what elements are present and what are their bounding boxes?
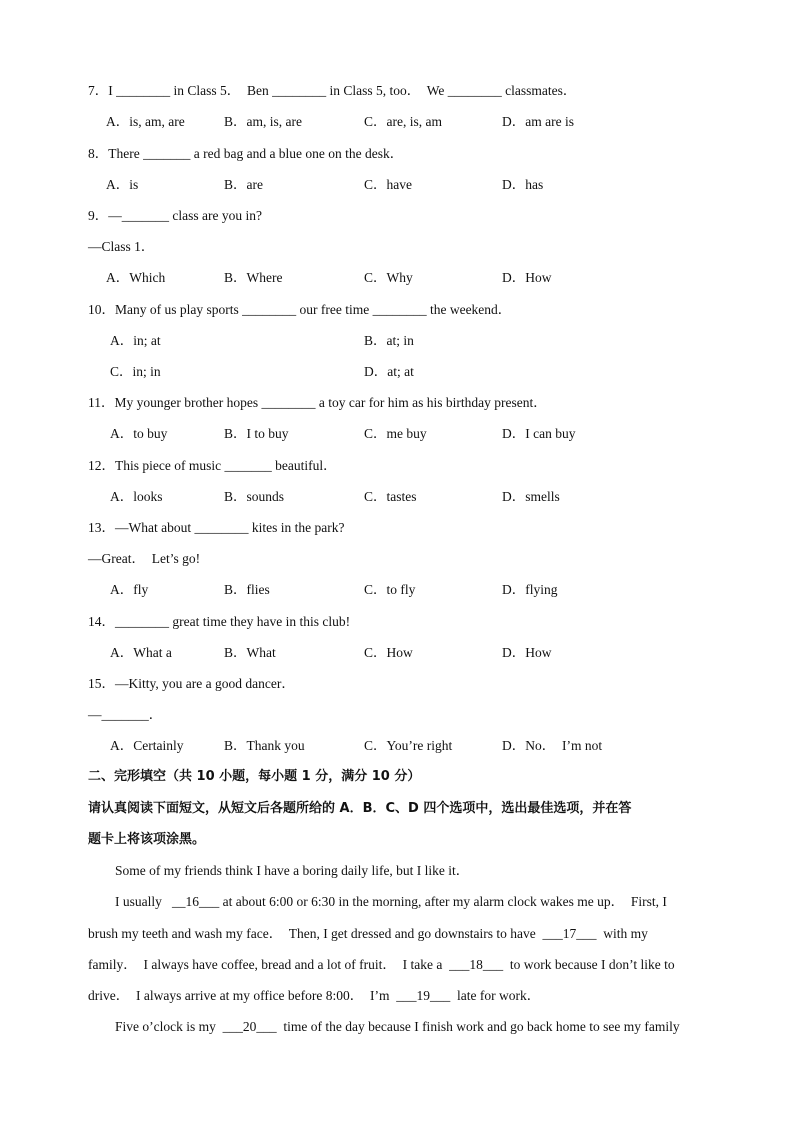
passage-text: to work because I don’t like to (503, 957, 675, 972)
question-14-stem: 14．________ great time they have in this club! (88, 614, 351, 629)
question-10-option-b: B．at; in (364, 333, 414, 348)
question-9-stem: 9．—_______ class are you in? (88, 208, 262, 223)
question-13-option-b: B．flies (224, 582, 270, 597)
blank-16: __16___ (165, 894, 220, 909)
question-12-option-d: D．smells (502, 489, 560, 504)
question-14-option-a: A．What a (110, 645, 172, 660)
question-13-stem: 13．—What about ________ kites in the park? (88, 520, 345, 535)
question-8-option-a: A．is (106, 177, 139, 192)
question-7-option-d: D．am are is (502, 114, 574, 129)
blank-19: ___19___ (396, 988, 451, 1003)
passage-text: brush my teeth and wash my face． Then, I get dressed and go downstairs to have (88, 926, 543, 941)
passage-line-1: Some of my friends think I have a boring daily life, but I like it． (115, 863, 470, 878)
passage-text: with my (596, 926, 648, 941)
passage-text: family． I always have coffee, bread and a lot of fruit． I take a (88, 957, 450, 972)
question-15-option-c: C．You’re right (364, 738, 453, 753)
question-9-option-c: C．Why (364, 270, 413, 285)
question-12-option-b: B．sounds (224, 489, 285, 504)
passage-text: I usually (115, 894, 166, 909)
question-8-option-c: C．have (364, 177, 412, 192)
passage-line-6 (115, 1018, 735, 1036)
question-11-stem: 11．My younger brother hopes ________ a toy car for him as his birthday present． (88, 395, 547, 410)
question-13-option-a: A．fly (110, 582, 149, 597)
question-7-stem: 7．I ________ in Class 5． Ben ________ in Class 5, too． We ________ classmates． (88, 83, 577, 98)
blank-17: ___17___ (542, 926, 597, 941)
passage-text: at about 6:00 or 6:30 in the morning, after my alarm clock wakes me up． First, I (219, 894, 667, 909)
blank-20: ___20___ (222, 1019, 277, 1034)
question-15-option-b: B．Thank you (224, 738, 305, 753)
question-11-option-a: A．to buy (110, 426, 168, 441)
question-15-option-d: D．No． I’m not (502, 738, 603, 753)
question-12-option-a: A．looks (110, 489, 163, 504)
question-11-option-b: B．I to buy (224, 426, 289, 441)
question-9-option-b: B．Where (224, 270, 283, 285)
section-2-heading: 二、完形填空（共 10 小题，每小题 1 分，满分 10 分） (88, 769, 421, 784)
question-15-option-a: A．Certainly (110, 738, 184, 753)
question-12-option-c: C．tastes (364, 489, 417, 504)
question-8-option-b: B．are (224, 177, 263, 192)
section-2-instruction-line-1: 请认真阅读下面短文，从短文后各题所给的 A．B．C、D 四个选项中，选出最佳选项，并在答 (88, 801, 632, 816)
question-10-option-a: A．in; at (110, 333, 161, 348)
question-7-option-a: A．is, am, are (106, 114, 185, 129)
question-14-option-d: D．How (502, 645, 552, 660)
passage-line-5 (88, 987, 708, 1005)
question-7-option-b: B．am, is, are (224, 114, 302, 129)
passage-line-4 (88, 956, 708, 974)
question-11-option-c: C．me buy (364, 426, 427, 441)
question-13-option-d: D．flying (502, 582, 558, 597)
question-12-stem: 12．This piece of music _______ beautiful． (88, 458, 337, 473)
question-9-option-a: A．Which (106, 270, 166, 285)
question-15-stem: 15．—Kitty, you are a good dancer． (88, 676, 295, 691)
passage-text: drive． I always arrive at my office before 8:00． I’m (88, 988, 397, 1003)
question-10-option-c: C．in; in (110, 364, 161, 379)
question-9-option-d: D．How (502, 270, 552, 285)
question-8-option-d: D．has (502, 177, 544, 192)
question-10-option-d: D．at; at (364, 364, 414, 379)
blank-18: ___18___ (449, 957, 504, 972)
question-11-option-d: D．I can buy (502, 426, 576, 441)
question-13-answer-line: —Great． Let’s go! (88, 551, 201, 566)
passage-text: Five o’clock is my (115, 1019, 223, 1034)
question-10-stem: 10．Many of us play sports ________ our free time ________ the weekend． (88, 302, 512, 317)
question-14-option-b: B．What (224, 645, 276, 660)
passage-text: time of the day because I finish work and go back home to see my family (276, 1019, 680, 1034)
question-14-option-c: C．How (364, 645, 413, 660)
section-2-instruction-line-2: 题卡上将该项涂黑。 (88, 832, 206, 847)
question-7-option-c: C．are, is, am (364, 114, 442, 129)
question-13-option-c: C．to fly (364, 582, 416, 597)
question-8-stem: 8．There _______ a red bag and a blue one on the desk． (88, 146, 404, 161)
question-15-answer-line: —_______． (88, 707, 163, 722)
passage-line-2 (115, 893, 735, 911)
passage-text: late for work． (450, 988, 541, 1003)
question-9-answer-line: —Class 1． (88, 239, 155, 254)
passage-line-3 (88, 925, 708, 943)
